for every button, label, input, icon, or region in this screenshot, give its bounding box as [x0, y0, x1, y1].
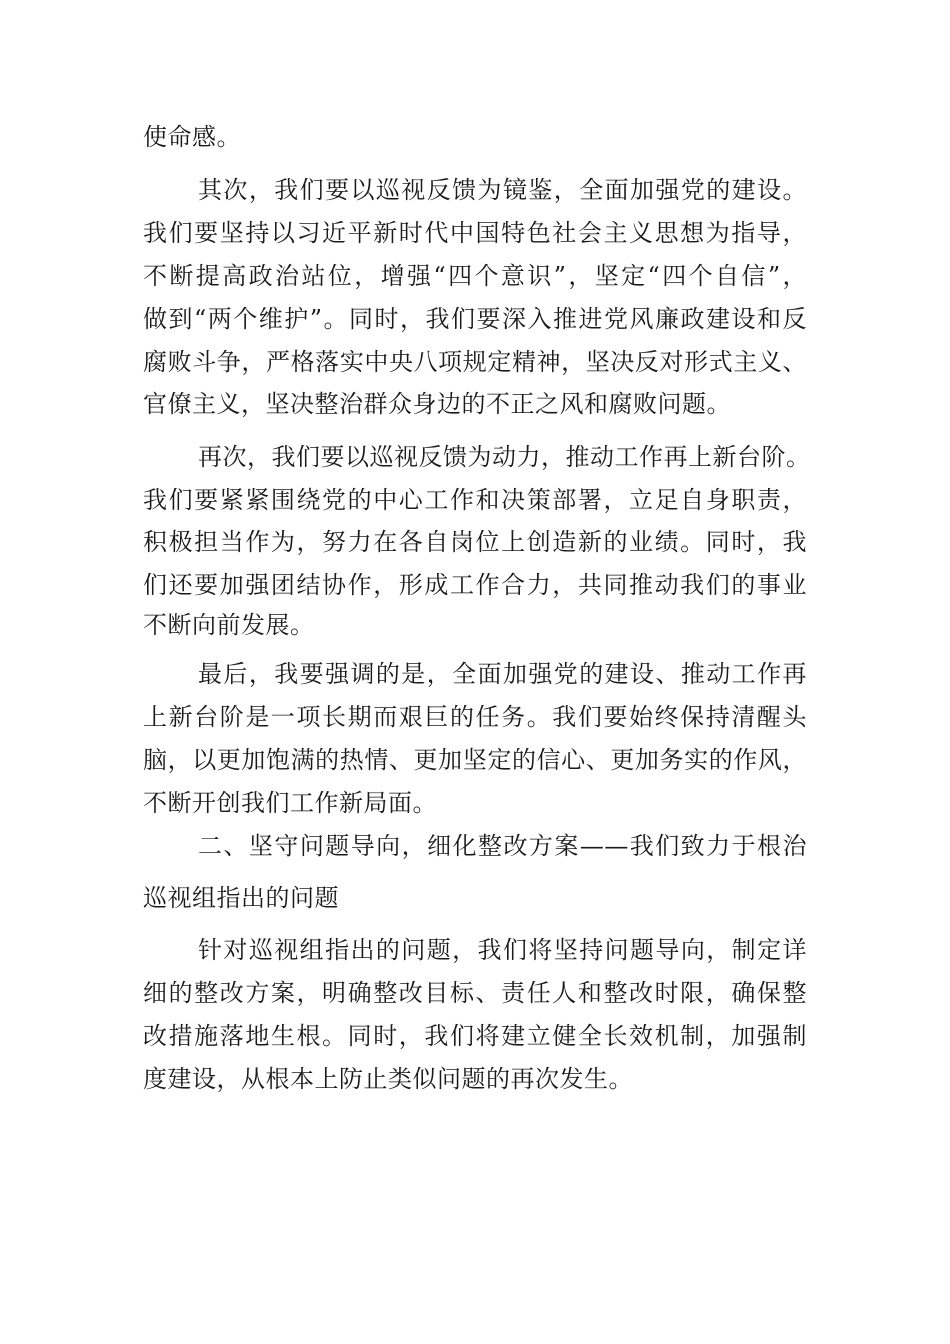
- text-line: 改措施落地生根。同时，我们将建立健全长效机制，加强制: [143, 1022, 807, 1050]
- section-heading: 二、坚守问题导向，细化整改方案——我们致力于根治: [198, 832, 807, 860]
- text-line: 不断向前发展。: [143, 611, 315, 639]
- text-line: 不断开创我们工作新局面。: [143, 789, 437, 817]
- text-line: 我们要坚持以习近平新时代中国特色社会主义思想为指导，: [143, 219, 807, 247]
- paragraph-first-line: 其次，我们要以巡视反馈为镜鉴，全面加强党的建设。: [198, 176, 807, 204]
- text-line: 做到“两个维护”。同时，我们要深入推进党风廉政建设和反: [143, 305, 807, 333]
- text-line: 官僚主义，坚决整治群众身边的不正之风和腐败问题。: [143, 390, 731, 418]
- text-line: 度建设，从根本上防止类似问题的再次发生。: [143, 1065, 633, 1093]
- text-line: 我们要紧紧围绕党的中心工作和决策部署，立足自身职责，: [143, 486, 807, 514]
- text-line: 们还要加强团结协作，形成工作合力，共同推动我们的事业: [143, 571, 807, 599]
- section-heading-continued: 巡视组指出的问题: [143, 884, 339, 912]
- text-line: 脑，以更加饱满的热情、更加坚定的信心、更加务实的作风，: [143, 746, 807, 774]
- text-line: 积极担当作为，努力在各自岗位上创造新的业绩。同时，我: [143, 528, 807, 556]
- text-line: 腐败斗争，严格落实中央八项规定精神，坚决反对形式主义、: [143, 348, 807, 376]
- text-line: 细的整改方案，明确整改目标、责任人和整改时限，确保整: [143, 979, 807, 1007]
- text-line: 不断提高政治站位，增强“四个意识”，坚定“四个自信”，: [143, 262, 807, 290]
- paragraph-first-line: 最后，我要强调的是，全面加强党的建设、推动工作再: [198, 660, 807, 688]
- paragraph-first-line: 再次，我们要以巡视反馈为动力，推动工作再上新台阶。: [198, 443, 811, 471]
- text-line: 使命感。: [143, 123, 241, 151]
- text-line: 上新台阶是一项长期而艰巨的任务。我们要始终保持清醒头: [143, 703, 807, 731]
- paragraph-first-line: 针对巡视组指出的问题，我们将坚持问题导向，制定详: [198, 936, 807, 964]
